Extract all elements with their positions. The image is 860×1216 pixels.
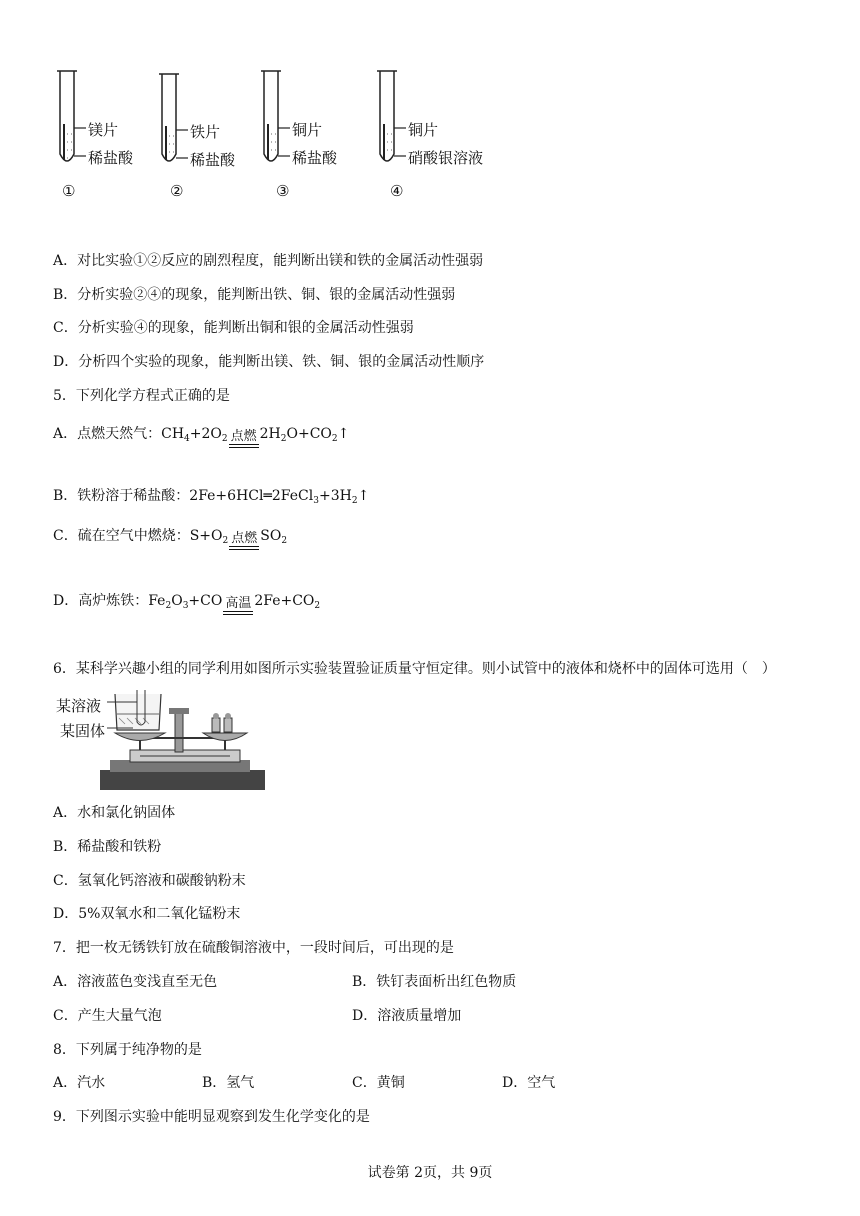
- tube2-solution-label: 稀盐酸: [190, 151, 236, 169]
- q5-stem: 5．下列化学方程式正确的是: [53, 388, 230, 404]
- q4-option-d: D．分析四个实验的现象，能判断出镁、铁、铜、银的金属活动性顺序: [53, 354, 485, 370]
- tube1-solution-label: 稀盐酸: [88, 149, 134, 167]
- q7-option-d: D．溶液质量增加: [352, 1008, 462, 1024]
- q5-option-b: B．铁粉溶于稀盐酸：$2Fe+6HCl═2FeCl_3+3H_2↑$: [53, 488, 370, 506]
- q4-option-b: B．分析实验②④的现象，能判断出铁、铜、银的金属活动性强弱: [53, 287, 456, 303]
- tube1-number: ①: [62, 182, 76, 200]
- q7-option-b: B．铁钉表面析出红色物质: [352, 974, 517, 990]
- tube4-solution-label: 硝酸银溶液: [408, 149, 484, 167]
- balance-solid-label: 某固体: [60, 722, 106, 740]
- q6-stem: 6．某科学兴趣小组的同学利用如图所示实验装置验证质量守恒定律。则小试管中的液体和烧杯中的固体可选用（ ）: [53, 661, 776, 677]
- q6-option-d: D．5%双氧水和二氧化锰粉末: [53, 906, 241, 922]
- q8-option-b: B．氢气: [202, 1075, 255, 1091]
- page-footer: 试卷第 2页，共 9页: [367, 1165, 493, 1181]
- q9-stem: 9．下列图示实验中能明显观察到发生化学变化的是: [53, 1109, 370, 1125]
- q4-option-a: A．对比实验①②反应的剧烈程度，能判断出镁和铁的金属活动性强弱: [53, 253, 484, 269]
- q7-option-a: A．溶液蓝色变浅直至无色: [53, 974, 218, 990]
- q8-option-c: C．黄铜: [352, 1075, 405, 1091]
- tube1-metal-label: 镁片: [88, 121, 119, 139]
- q8-option-d: D．空气: [502, 1075, 556, 1091]
- q8-stem: 8．下列属于纯净物的是: [53, 1042, 202, 1058]
- q6-option-b: B．稀盐酸和铁粉: [53, 839, 162, 855]
- q6-option-c: C．氢氧化钙溶液和碳酸钠粉末: [53, 873, 246, 889]
- balance-solution-label: 某溶液: [56, 697, 102, 715]
- q6-option-a: A．水和氯化钠固体: [53, 805, 176, 821]
- tube3-solution-label: 稀盐酸: [292, 149, 338, 167]
- tube3-metal-label: 铜片: [292, 121, 323, 139]
- q8-option-a: A．汽水: [53, 1075, 106, 1091]
- q7-option-c: C．产生大量气泡: [53, 1008, 162, 1024]
- tube3-number: ③: [276, 182, 290, 200]
- tube4-number: ④: [390, 182, 404, 200]
- tube2-number: ②: [170, 182, 184, 200]
- tube2-metal-label: 铁片: [190, 123, 221, 141]
- q5-option-c: C．硫在空气中燃烧：$S+O_2$ 点燃 $SO_2$: [53, 527, 287, 550]
- q7-stem: 7．把一枚无锈铁钉放在硫酸铜溶液中，一段时间后，可出现的是: [53, 940, 454, 956]
- q4-option-c: C．分析实验④的现象，能判断出铜和银的金属活动性强弱: [53, 320, 414, 336]
- tube4-metal-label: 铜片: [408, 121, 439, 139]
- q5-option-a: A．点燃天然气：$CH_4+2O_2$ 点燃 $2H_2O+CO_2↑$: [53, 425, 349, 448]
- q5-option-d: D．高炉炼铁：$Fe_2O_3+CO$ 高温 $2Fe+CO_2$: [53, 592, 320, 615]
